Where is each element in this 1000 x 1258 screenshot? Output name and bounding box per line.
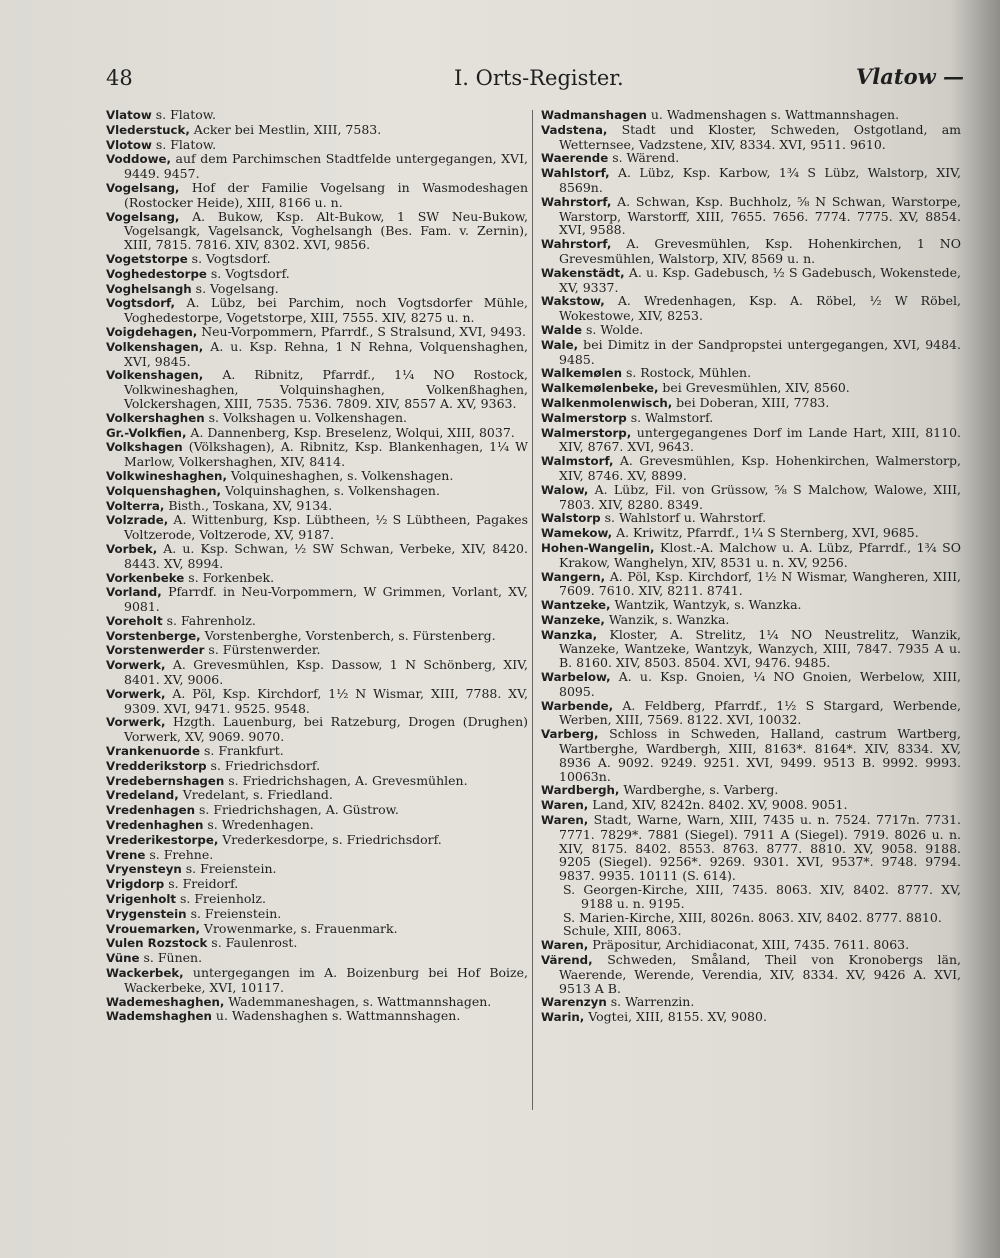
- register-entry: [106, 340, 528, 369]
- register-entry: [541, 628, 961, 670]
- entry-text: Neu-Vorpommern, Pfarrdf., S Stralsund, XVI, 9493.: [197, 323, 527, 339]
- entry-text: s. Frankfurt.: [200, 743, 284, 759]
- entry-text: s. Freienstein.: [186, 905, 282, 921]
- entry-headword: Wale,: [541, 337, 579, 352]
- entry-headword: Wangern,: [541, 569, 606, 584]
- entry-text: s. Freienholz.: [176, 891, 266, 907]
- entry-text: Land, XIV, 8242n. 8402. XV, 9008. 9051.: [588, 797, 848, 813]
- register-entry: [541, 995, 961, 1010]
- entry-headword: Warenzyn: [541, 995, 607, 1010]
- entry-headword: Waerende: [541, 151, 609, 166]
- register-entry: [106, 774, 528, 789]
- register-entry: [106, 687, 528, 716]
- entry-text: Präpositur, Archidiaconat, XIII, 7435. 7611. 8063.: [588, 937, 910, 953]
- entry-text: s. Wärend.: [608, 150, 680, 166]
- entry-text: s. Fürstenwerder.: [204, 642, 321, 658]
- entry-text: Hof der Familie Vogelsang in Wasmodeshagen (Rostocker Heide), XIII, 8166 u. n.: [124, 179, 528, 210]
- entry-headword: Vredeland,: [106, 788, 179, 803]
- entry-text: s. Wolde.: [582, 321, 644, 337]
- register-entry: [106, 296, 528, 325]
- entry-text: s. Freienstein.: [181, 861, 277, 877]
- register-entry: [541, 1010, 961, 1025]
- register-entry: [541, 123, 961, 152]
- entry-headword: Wantzeke,: [541, 598, 611, 613]
- register-entry: [106, 862, 528, 877]
- register-entry: [106, 995, 528, 1010]
- entry-headword: Wahrstorf,: [541, 194, 612, 209]
- entry-headword: Vogelsang,: [106, 209, 180, 224]
- entry-text: Vorstenberghe, Vorstenberch, s. Fürstenberg.: [200, 627, 496, 643]
- entry-text: untergegangen im A. Boizenburg bei Hof Boize, Wackerbeke, XVI, 10117.: [124, 965, 528, 995]
- entry-headword: Wanzeke,: [541, 612, 605, 627]
- register-entry: [541, 699, 961, 728]
- entry-text: Pfarrdf. in Neu-Vorpommern, W Grimmen, Vorlant, XV, 9081.: [124, 584, 528, 615]
- register-entry: [106, 907, 528, 922]
- register-entry: [106, 267, 528, 282]
- entry-headword: Vredderikstorp: [106, 758, 207, 773]
- entry-headword: Wardbergh,: [541, 783, 620, 798]
- entry-headword: Vorland,: [106, 585, 162, 600]
- entry-headword: Vrygenstein: [106, 906, 187, 921]
- entry-text: Wantzik, Wantzyk, s. Wanzka.: [610, 597, 802, 613]
- register-entry: [106, 499, 528, 514]
- register-entry: [106, 966, 528, 995]
- entry-headword: Volzrade,: [106, 513, 169, 528]
- register-entry: [106, 629, 528, 644]
- entry-text: s. Faulenrost.: [207, 935, 298, 951]
- register-entry: [541, 670, 961, 699]
- register-entry: [541, 613, 961, 628]
- entry-text: s. Frehne.: [145, 846, 214, 862]
- register-entry: [541, 813, 961, 883]
- entry-text: Acker bei Mestlin, XIII, 7583.: [189, 121, 382, 137]
- register-entry: [106, 108, 528, 123]
- register-entry: [106, 585, 528, 614]
- register-entry: [106, 469, 528, 484]
- register-entry: [106, 643, 528, 658]
- entry-text: A. Grevesmühlen, Ksp. Dassow, 1 N Schönberg, XIV, 8401. XV, 9006.: [124, 657, 528, 688]
- entry-text: Kloster, A. Strelitz, 1¼ NO Neustrelitz, Wanzik, Wanzeke, Wantzeke, Wantzyk, Wanzych, XIII, 7847. 7935 A u. B. 8160. XIV, 8503. 8504. XVI, 9476. 9485.: [559, 626, 961, 671]
- register-entry: [541, 798, 961, 813]
- entry-text: A. Bukow, Ksp. Alt-Bukow, 1 SW Neu-Bukow, Vogelsangk, Vagelsanck, Voghelsangh (Bes. Fam. v. Zernin), XIII, 7815. 7816. XIV, 8302. XVI, 9856.: [124, 208, 528, 253]
- entry-headword: Waren,: [541, 813, 589, 828]
- register-entry: [106, 951, 528, 966]
- register-entry: [541, 938, 961, 953]
- entry-text: Wademmaneshagen, s. Wattmannshagen.: [224, 993, 492, 1009]
- entry-headword: Vorwerk,: [106, 686, 166, 701]
- register-entry: [541, 151, 961, 166]
- running-head-word: Vlatow —: [856, 64, 964, 89]
- entry-text: s. Friedrichshagen, A. Güstrow.: [195, 802, 399, 818]
- register-entry: [106, 892, 528, 907]
- entry-headword: Walkenmolenwisch,: [541, 395, 673, 410]
- register-entry: [541, 195, 961, 237]
- register-entry: [106, 788, 528, 803]
- register-entry: [106, 368, 528, 410]
- entry-headword: Vlederstuck,: [106, 122, 190, 137]
- register-entry: [106, 818, 528, 833]
- entry-headword: Walmstorf,: [541, 454, 614, 469]
- entry-headword: Voigdehagen,: [106, 324, 198, 339]
- entry-headword: Vogelsang,: [106, 180, 180, 195]
- entry-text: auf dem Parchimschen Stadtfelde untergegangen, XVI, 9449. 9457.: [124, 151, 528, 182]
- entry-headword: Vorwerk,: [106, 658, 166, 673]
- entry-text: Klost.-A. Malchow u. A. Lübz, Pfarrdf., 1¾ SO Krakow, Wanghelyn, XIV, 8531 u. n. XV, 9256.: [559, 539, 961, 570]
- register-entry: [541, 953, 961, 995]
- entry-text: Wardberghe, s. Varberg.: [619, 782, 779, 798]
- entry-text: bei Doberan, XIII, 7783.: [672, 394, 830, 410]
- entry-text: A. Pöl, Ksp. Kirchdorf, 1½ N Wismar, XIII, 7788. XV, 9309. XVI, 9471. 9525. 9548.: [124, 685, 528, 716]
- register-entry: [106, 614, 528, 629]
- entry-text: Vredelant, s. Friedland.: [178, 787, 333, 803]
- entry-text: s. Friedrichsdorf.: [206, 757, 321, 773]
- entry-headword: Vredenhagen: [106, 803, 195, 818]
- entry-headword: Vadstena,: [541, 122, 608, 137]
- register-entry: [106, 744, 528, 759]
- register-entry: [106, 922, 528, 937]
- register-entry: [541, 883, 961, 911]
- entry-text: Volquineshaghen, s. Volkenshagen.: [226, 467, 454, 483]
- entry-text: A. Dannenberg, Ksp. Breselenz, Wolqui, XIII, 8037.: [186, 424, 515, 440]
- register-entry: [106, 210, 528, 252]
- entry-headword: Vüne: [106, 951, 140, 966]
- entry-text: S. Marien-Kirche, XIII, 8026n. 8063. XIV, 8402. 8777. 8810.: [563, 909, 942, 925]
- entry-headword: Vrene: [106, 847, 146, 862]
- entry-text: Vogtei, XIII, 8155. XV, 9080.: [584, 1009, 767, 1025]
- register-entry: [106, 848, 528, 863]
- entry-headword: Vrankenuorde: [106, 744, 201, 759]
- entry-headword: Wadmanshagen: [541, 108, 647, 122]
- entry-headword: Värend,: [541, 953, 593, 968]
- entry-headword: Volquenshaghen,: [106, 483, 221, 498]
- entry-text: A. Wittenburg, Ksp. Lübtheen, ½ S Lübtheen, Pagakes Voltzerode, Voltzerode, XV, 9187.: [124, 512, 528, 543]
- entry-headword: Walkemølenbeke,: [541, 381, 659, 396]
- page-title: I. Orts-Register.: [454, 66, 624, 90]
- left-column: [106, 108, 528, 1024]
- entry-text: s. Flatow.: [151, 107, 216, 122]
- register-entry: [541, 108, 961, 123]
- entry-text: s. Fünen.: [139, 950, 203, 966]
- register-entry: [106, 484, 528, 499]
- entry-headword: Vrigenholt: [106, 892, 177, 907]
- register-entry: [106, 658, 528, 687]
- entry-headword: Vredebernshagen: [106, 773, 225, 788]
- register-entry: [106, 282, 528, 297]
- register-entry: [106, 181, 528, 210]
- entry-headword: Voghelsangh: [106, 281, 192, 296]
- entry-headword: Warin,: [541, 1010, 585, 1025]
- entry-text: s. Forkenbek.: [184, 569, 275, 585]
- entry-text: A. u. Ksp. Gnoien, ¼ NO Gnoien, Werbelow, XIII, 8095.: [559, 669, 961, 699]
- register-entry: [541, 511, 961, 526]
- entry-headword: Wakenstädt,: [541, 265, 625, 280]
- entry-text: Schloss in Schweden, Halland, castrum Wartberg, Wartberghe, Wardbergh, XIII, 8163*. 8164*. XIV, 8334. XV, 8936 A. 9092. 9249. 9251. XVI, 9499. 9513 B. 9992. 9993. 10063n.: [559, 726, 961, 784]
- entry-text: A. Lübz, Fil. von Grüssow, ⅝ S Malchow, Walowe, XIII, 7803. XIV, 8280. 8349.: [559, 481, 961, 512]
- register-entry: [541, 366, 961, 381]
- register-entry: [541, 454, 961, 483]
- entry-headword: Vlatow: [106, 108, 152, 122]
- entry-headword: Walkemølen: [541, 366, 622, 381]
- register-entry: [541, 426, 961, 455]
- entry-headword: Volterra,: [106, 498, 165, 513]
- entry-text: S. Georgen-Kirche, XIII, 7435. 8063. XIV, 8402. 8777. XV, 9188 u. n. 9195.: [563, 882, 961, 911]
- entry-headword: Wahrstorf,: [541, 237, 612, 252]
- register-entry: [541, 526, 961, 541]
- register-entry: [106, 513, 528, 542]
- entry-headword: Wahlstorf,: [541, 166, 610, 181]
- entry-text: (Völkshagen), A. Ribnitz, Ksp. Blankenhagen, 1¼ W Marlow, Volkershaghen, XIV, 8414.: [124, 439, 528, 470]
- entry-headword: Walde: [541, 322, 583, 337]
- entry-text: Stadt und Kloster, Schweden, Ostgotland, am Wetternsee, Vadzstene, XIV, 8334. XVI, 9511. 9610.: [559, 121, 961, 152]
- register-entry: [541, 783, 961, 798]
- entry-headword: Volkwineshaghen,: [106, 468, 227, 483]
- register-entry: [541, 338, 961, 367]
- register-entry: [541, 323, 961, 338]
- register-entry: [541, 166, 961, 195]
- register-entry: [541, 911, 961, 925]
- entry-headword: Vorbek,: [106, 541, 158, 556]
- entry-text: A. Feldberg, Pfarrdf., 1½ S Stargard, Werbende, Werben, XIII, 7569. 8122. XVI, 10032.: [559, 697, 961, 728]
- entry-headword: Walow,: [541, 482, 589, 497]
- entry-headword: Wademshaghen: [106, 1009, 212, 1024]
- entry-headword: Walmerstorp,: [541, 425, 632, 440]
- entry-headword: Volkshagen: [106, 440, 183, 455]
- entry-headword: Hohen-Wangelin,: [541, 540, 655, 555]
- entry-headword: Varberg,: [541, 727, 599, 742]
- register-entry: [106, 138, 528, 153]
- register-entry: [541, 570, 961, 599]
- entry-text: s. Wredenhagen.: [203, 817, 314, 833]
- entry-text: Stadt, Warne, Warn, XIII, 7435 u. n. 7524. 7717n. 7731. 7771. 7829*. 7881 (Siegel). 7911 A (Siegel). 7919. 8026 u. n. XIV, 8175. 8402. 8553. 8763. 8777. 8810. XV, 9058. 9188. 9205 (Siegel). 9256*. 9269. 9301. XVI, 9537*. 9748. 9794. 9837. 9935. 10111 (S. 614).: [559, 812, 961, 884]
- entry-headword: Wamekow,: [541, 526, 613, 541]
- entry-text: A. Kriwitz, Pfarrdf., 1¼ S Sternberg, XVI, 9685.: [612, 525, 919, 541]
- entry-headword: Wademeshaghen,: [106, 994, 225, 1009]
- register-entry: [541, 266, 961, 295]
- register-entry: [541, 924, 961, 938]
- entry-text: Wanzik, s. Wanzka.: [604, 611, 730, 627]
- entry-text: s. Friedrichshagen, A. Grevesmühlen.: [224, 772, 468, 788]
- register-entry: [106, 426, 528, 441]
- entry-headword: Vredenhaghen: [106, 818, 204, 833]
- entry-text: Schule, XIII, 8063.: [563, 923, 682, 939]
- entry-text: s. Vogelsang.: [191, 280, 279, 296]
- entry-text: Hzgth. Lauenburg, bei Ratzeburg, Drogen (Drughen) Vorwerk, XV, 9069. 9070.: [124, 714, 528, 745]
- entry-headword: Vogetstorpe: [106, 251, 188, 266]
- page-number: 48: [106, 66, 133, 90]
- entry-text: A. Pöl, Ksp. Kirchdorf, 1½ N Wismar, Wangheren, XIII, 7609. 7610. XIV, 8211. 8741.: [559, 568, 961, 599]
- entry-headword: Volkenshagen,: [106, 368, 204, 383]
- entry-text: A. Grevesmühlen, Ksp. Hohenkirchen, Walmerstorp, XIV, 8746. XV, 8899.: [559, 453, 961, 483]
- register-entry: [106, 759, 528, 774]
- entry-text: A. u. Ksp. Schwan, ½ SW Schwan, Verbeke, XIV, 8420. 8443. XV, 8994.: [124, 540, 528, 571]
- entry-headword: Vulen Rozstock: [106, 936, 208, 951]
- entry-text: Bisth., Toskana, XV, 9134.: [164, 497, 333, 513]
- entry-headword: Voghedestorpe: [106, 266, 207, 281]
- register-entry: [106, 252, 528, 267]
- entry-text: A. Grevesmühlen, Ksp. Hohenkirchen, 1 NO Grevesmühlen, Walstorp, XIV, 8569 u. n.: [559, 236, 961, 266]
- page-header: [106, 64, 976, 96]
- register-entry: [541, 541, 961, 570]
- entry-headword: Walstorp: [541, 511, 601, 526]
- register-entry: [106, 152, 528, 181]
- entry-headword: Gr.-Volkfien,: [106, 425, 187, 440]
- register-entry: [106, 715, 528, 744]
- entry-text: s. Walmstorf.: [626, 409, 714, 425]
- entry-text: A. Lübz, Ksp. Karbow, 1¾ S Lübz, Walstorp, XIV, 8569n.: [559, 165, 961, 195]
- register-entry: [106, 936, 528, 951]
- entry-text: A. Ribnitz, Pfarrdf., 1¼ NO Rostock, Volkwineshaghen, Volquinshaghen, Volkenßhaghen, Volckershagen, XIII, 7535. 7536. 7809. XIV, 8557 A. XV, 9363.: [124, 367, 528, 411]
- register-entry: [106, 877, 528, 892]
- entry-text: Vrederkesdorpe, s. Friedrichsdorf.: [218, 831, 442, 847]
- entry-text: untergegangenes Dorf im Lande Hart, XIII, 8110. XIV, 8767. XVI, 9643.: [559, 424, 961, 455]
- column-divider: [532, 110, 533, 1110]
- entry-headword: Warbelow,: [541, 670, 611, 685]
- entry-text: Volquinshaghen, s. Volkenshagen.: [220, 482, 440, 498]
- entry-text: A. Wredenhagen, Ksp. A. Röbel, ½ W Röbel, Wokestowe, XIV, 8253.: [559, 293, 961, 324]
- register-entry: [106, 123, 528, 138]
- entry-headword: Vorwerk,: [106, 715, 166, 730]
- entry-headword: Vlotow: [106, 137, 152, 152]
- entry-headword: Vrigdorp: [106, 877, 165, 892]
- entry-text: s. Wahlstorf u. Wahrstorf.: [600, 510, 767, 526]
- register-entry: [541, 483, 961, 512]
- entry-headword: Vorstenwerder: [106, 643, 205, 658]
- entry-headword: Volkenshagen,: [106, 339, 204, 354]
- entry-text: A. Lübz, bei Parchim, noch Vogtsdorfer Mühle, Voghedestorpe, Vogetstorpe, XIII, 7555. XIV, 8275 u. n.: [124, 295, 528, 326]
- entry-text: Vrowenmarke, s. Frauenmark.: [199, 920, 398, 936]
- entry-headword: Waren,: [541, 798, 589, 813]
- entry-headword: Wakstow,: [541, 294, 605, 309]
- entry-text: s. Rostock, Mühlen.: [621, 365, 752, 381]
- register-entry: [541, 411, 961, 426]
- entry-headword: Voreholt: [106, 613, 163, 628]
- entry-text: s. Vogtsdorf.: [206, 265, 290, 281]
- entry-headword: Vrouemarken,: [106, 921, 200, 936]
- entry-text: s. Vogtsdorf.: [187, 250, 271, 266]
- register-entry: [541, 727, 961, 783]
- entry-headword: Vogtsdorf,: [106, 296, 176, 311]
- register-entry: [541, 294, 961, 323]
- entry-text: bei Dimitz in der Sandpropstei untergegangen, XVI, 9484. 9485.: [559, 336, 961, 367]
- right-column: [541, 108, 961, 1025]
- entry-text: Schweden, Småland, Theil von Kronobergs län, Waerende, Werende, Verendia, XIV, 8334. XV, 9426 A. XVI, 9513 A B.: [559, 952, 961, 996]
- entry-headword: Voddowe,: [106, 152, 171, 167]
- entry-text: A. Schwan, Ksp. Buchholz, ⅝ N Schwan, Warstorpe, Warstorp, Warstorff, XIII, 7655. 7656. 7774. 7775. XV, 8854. XVI, 9588.: [559, 193, 961, 238]
- register-entry: [541, 381, 961, 396]
- entry-text: s. Warrenzin.: [606, 994, 695, 1010]
- register-entry: [106, 411, 528, 426]
- register-entry: [106, 542, 528, 571]
- entry-headword: Wackerbek,: [106, 966, 184, 981]
- register-entry: [106, 803, 528, 818]
- entry-text: s. Flatow.: [151, 136, 217, 152]
- entry-text: A. u. Ksp. Gadebusch, ½ S Gadebusch, Wokenstede, XV, 9337.: [559, 264, 961, 295]
- entry-headword: Vrederikestorpe,: [106, 832, 219, 847]
- register-entry: [106, 833, 528, 848]
- entry-text: u. Wadmenshagen s. Wattmannshagen.: [646, 107, 900, 122]
- register-entry: [541, 598, 961, 613]
- entry-text: s. Volkshagen u. Volkenshagen.: [204, 409, 408, 425]
- entry-headword: Vorkenbeke: [106, 570, 185, 585]
- entry-headword: Waren,: [541, 938, 589, 953]
- entry-headword: Wanzka,: [541, 627, 598, 642]
- entry-headword: Vorstenberge,: [106, 628, 201, 643]
- entry-text: bei Grevesmühlen, XIV, 8560.: [658, 380, 850, 396]
- entry-text: s. Fahrenholz.: [162, 612, 256, 628]
- entry-text: A. u. Ksp. Rehna, 1 N Rehna, Volquenshaghen, XVI, 9845.: [124, 338, 528, 369]
- entry-headword: Warbende,: [541, 698, 614, 713]
- register-entry: [106, 571, 528, 586]
- entry-text: s. Freidorf.: [164, 876, 239, 892]
- register-entry: [541, 237, 961, 266]
- entry-headword: Vryensteyn: [106, 862, 182, 877]
- entry-headword: Volkershaghen: [106, 410, 205, 425]
- entry-headword: Walmerstorp: [541, 410, 627, 425]
- entry-text: u. Wadenshaghen s. Wattmannshagen.: [211, 1008, 461, 1024]
- register-entry: [106, 325, 528, 340]
- register-entry: [106, 440, 528, 469]
- register-entry: [541, 396, 961, 411]
- register-entry: [106, 1009, 528, 1024]
